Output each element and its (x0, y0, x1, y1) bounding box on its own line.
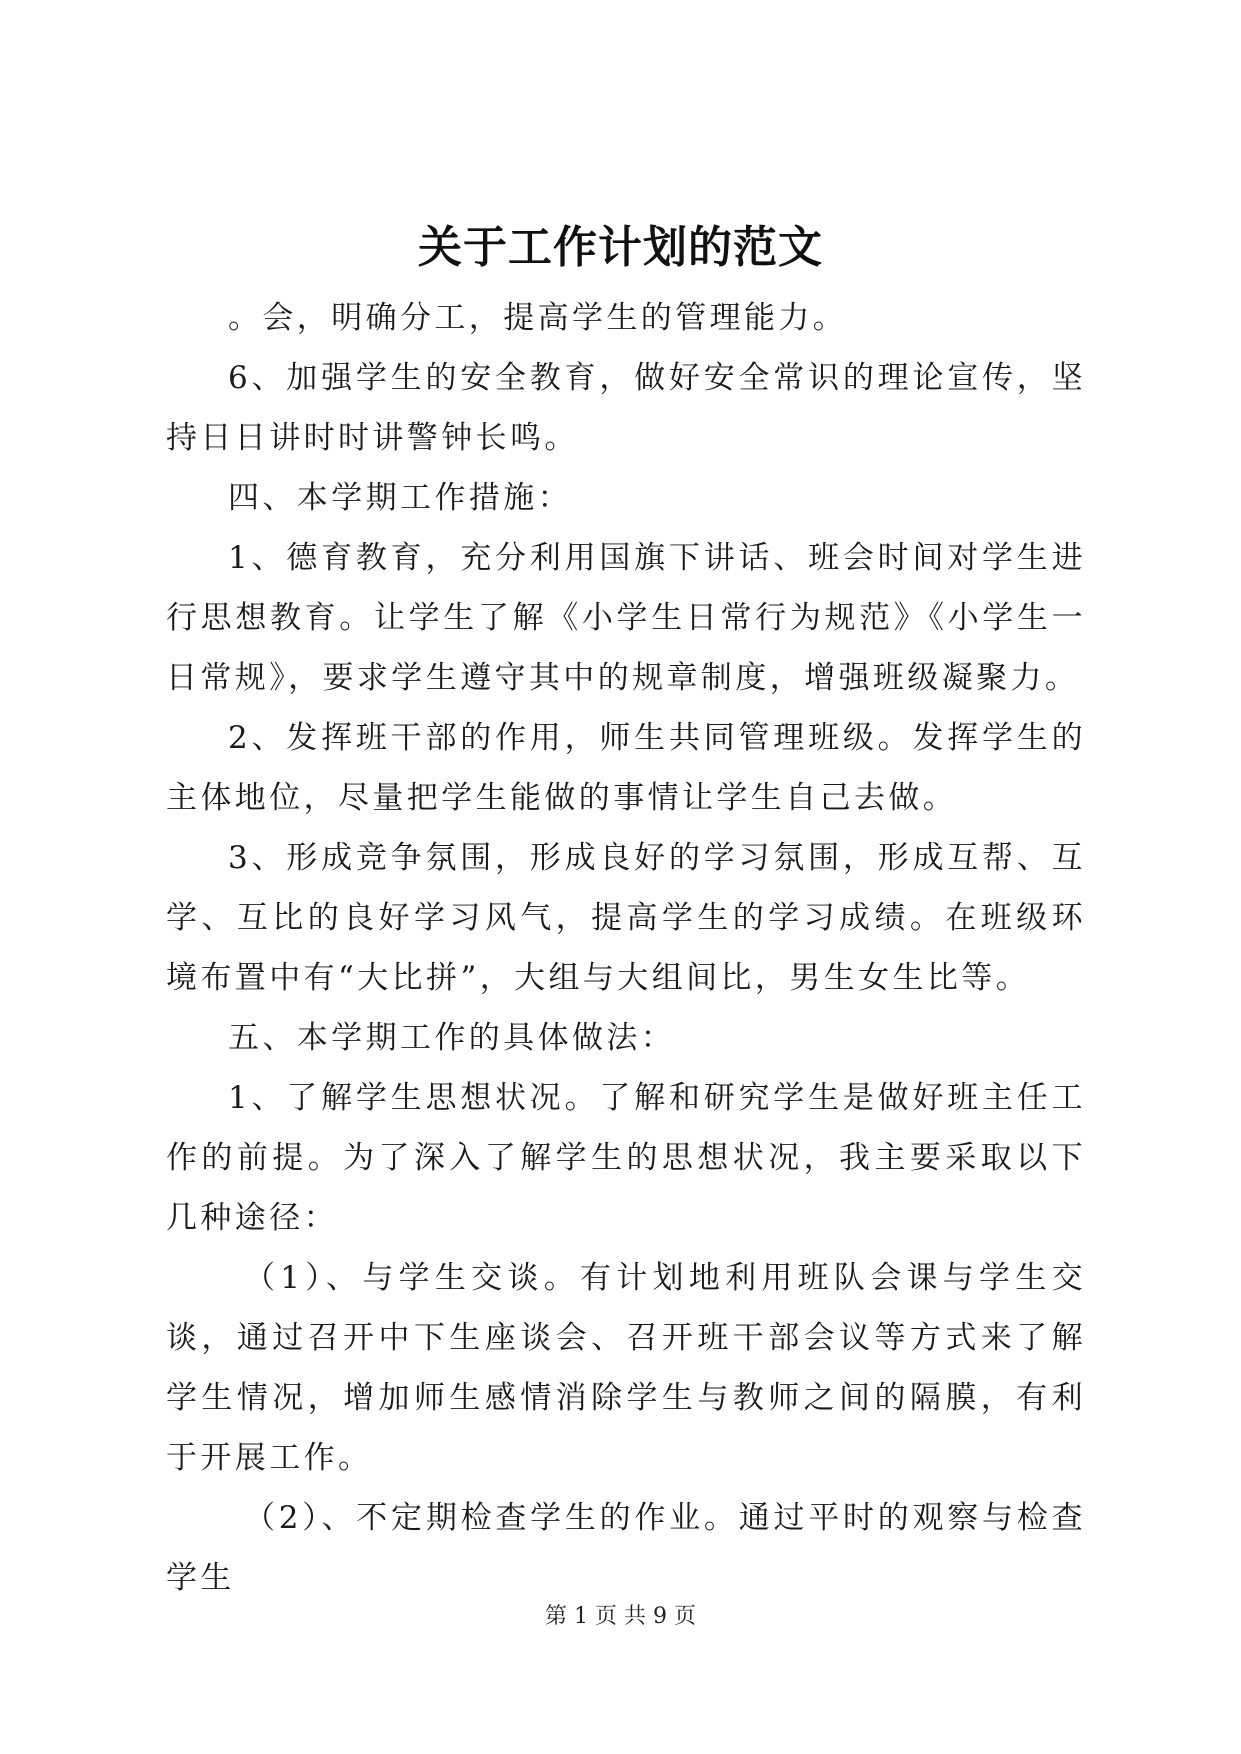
paragraph: 。会，明确分工，提高学生的管理能力。 (228, 300, 848, 336)
section-heading: 五、本学期工作的具体做法： (228, 1020, 676, 1056)
paragraph: （2）、不定期检查学生的作业。通过平时的观察与检查学生 (166, 1500, 1086, 1596)
paragraph: 3、形成竞争氛围，形成良好的学习氛围，形成互帮、互学、互比的良好学习风气，提高学生的学习成绩。在班级环境布置中有“大比拼”，大组与大组间比，男生女生比等。 (166, 840, 1086, 996)
section-heading: 四、本学期工作措施： (228, 480, 572, 516)
paragraph: 1、了解学生思想状况。了解和研究学生是做好班主任工作的前提。为了深入了解学生的思想状况，我主要采取以下几种途径： (166, 1080, 1086, 1236)
paragraph: 2、发挥班干部的作用，师生共同管理班级。发挥学生的主体地位，尽量把学生能做的事情让学生自己去做。 (166, 720, 1086, 816)
document-body (166, 288, 1086, 1608)
paragraph: 1、德育教育，充分利用国旗下讲话、班会时间对学生进行思想教育。让学生了解《小学生日常行为规范》《小学生一日常规》，要求学生遵守其中的规章制度，增强班级凝聚力。 (166, 540, 1086, 696)
page-footer: 第 1 页 共 9 页 (545, 1604, 696, 1629)
paragraph: 6、加强学生的安全教育，做好安全常识的理论宣传，坚持日日讲时时讲警钟长鸣。 (166, 360, 1086, 456)
paragraph: （1）、与学生交谈。有计划地利用班队会课与学生交谈，通过召开中下生座谈会、召开班干部会议等方式来了解学生情况，增加师生感情消除学生与教师之间的隔膜，有利于开展工作。 (166, 1260, 1086, 1476)
document-title: 关于工作计划的范文 (418, 222, 823, 273)
